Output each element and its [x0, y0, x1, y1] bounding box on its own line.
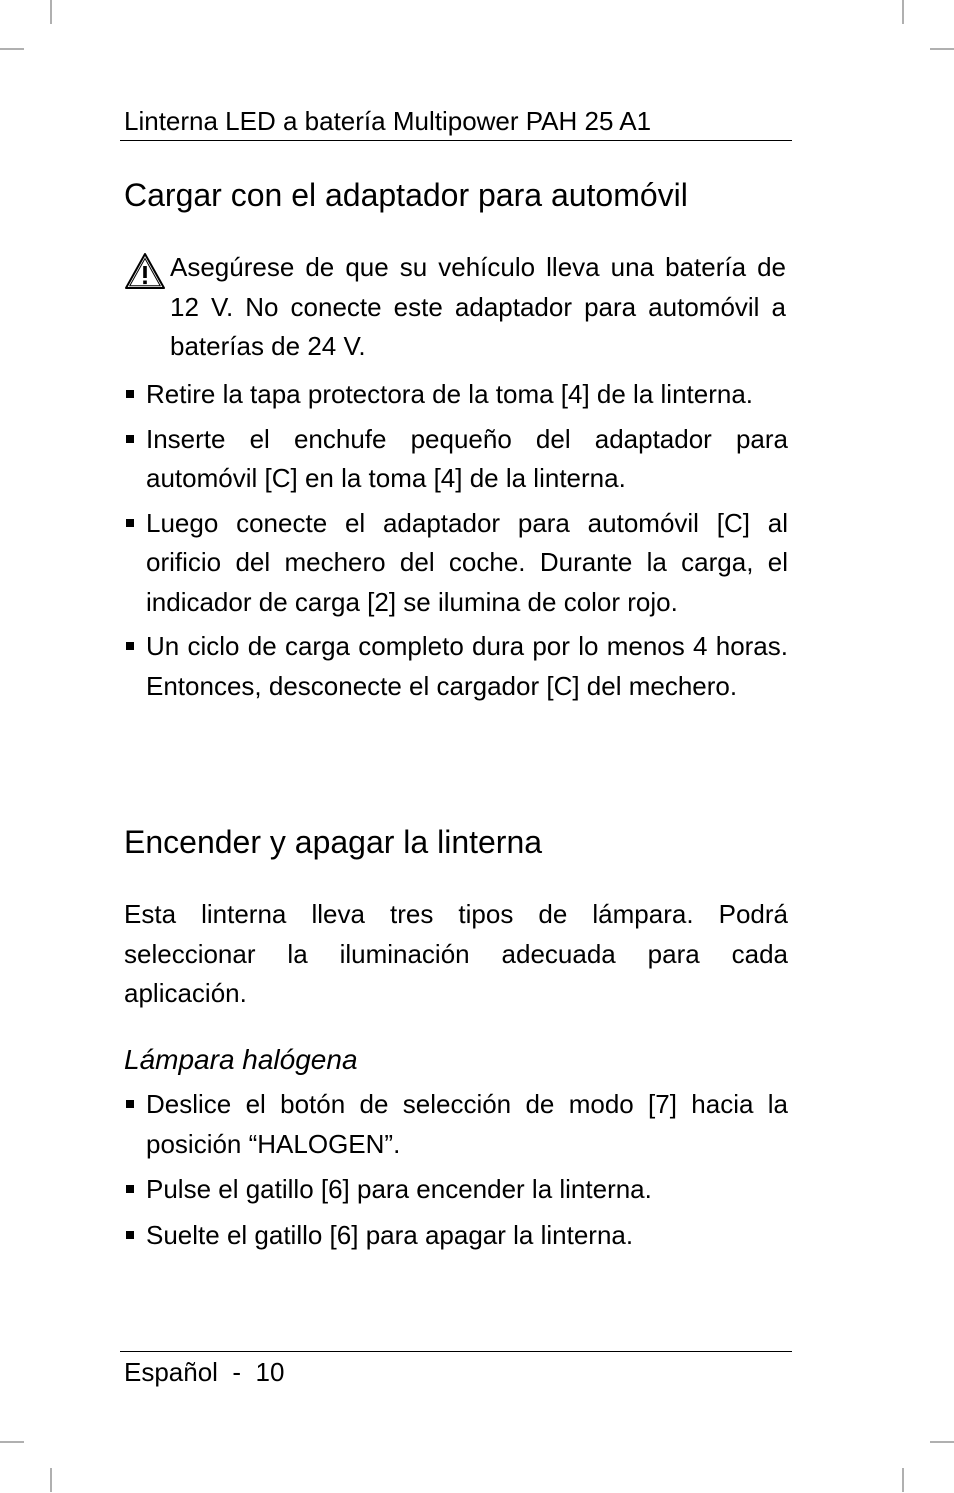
crop-mark	[930, 48, 954, 50]
crop-mark	[50, 0, 52, 24]
bullet-icon	[126, 1231, 134, 1239]
list-item	[124, 420, 788, 499]
header-rule	[120, 140, 792, 141]
list-item-text: Un ciclo de carga completo dura por lo menos 4 horas. Entonces, desconecte el cargador [C] del mechero.	[146, 631, 788, 701]
list-item-text: Suelte el gatillo [6] para apagar la linterna.	[146, 1219, 634, 1250]
charging-steps	[124, 375, 788, 706]
list-item-text: Inserte el enchufe pequeño del adaptador para automóvil [C] en la toma [4] de la linterna.	[146, 423, 788, 493]
bullet-icon	[126, 435, 134, 443]
crop-mark	[0, 48, 24, 50]
warning-triangle-icon	[124, 252, 166, 290]
page-footer: Español - 10	[124, 1357, 285, 1387]
subheading-halogen: Lámpara halógena	[124, 1044, 358, 1075]
list-item	[124, 1216, 788, 1256]
crop-mark	[930, 1441, 954, 1443]
bullet-icon	[126, 1185, 134, 1193]
list-item	[124, 1085, 788, 1164]
crop-mark	[902, 1468, 904, 1492]
section-heading-charging: Cargar con el adaptador para automóvil	[124, 177, 688, 213]
list-item-text: Pulse el gatillo [6] para encender la linterna.	[146, 1174, 652, 1204]
crop-mark	[0, 1441, 24, 1443]
list-item	[124, 1170, 788, 1210]
list-item	[124, 504, 788, 623]
section-heading-switching: Encender y apagar la linterna	[124, 824, 543, 860]
list-item-text: Luego conecte el adaptador para automóvil [C] al orificio del mechero del coche. Durante la carga, el indicador de carga [2] se ilumina de color rojo.	[146, 507, 788, 617]
bullet-icon	[126, 1100, 134, 1108]
bullet-icon	[126, 390, 134, 398]
bullet-icon	[126, 519, 134, 527]
intro-paragraph: Esta linterna lleva tres tipos de lámpara. Podrá seleccionar la iluminación adecuada para cada aplicación.	[124, 899, 788, 1008]
list-item-text: Deslice el botón de selección de modo [7] hacia la posición “HALOGEN”.	[146, 1089, 788, 1159]
crop-mark	[902, 0, 904, 24]
bullet-icon	[126, 642, 134, 650]
list-item	[124, 375, 788, 415]
list-item	[124, 627, 788, 706]
crop-mark	[50, 1468, 52, 1492]
list-item-text: Retire la tapa protectora de la toma [4] de la linterna.	[146, 379, 754, 409]
footer-rule	[120, 1351, 792, 1352]
running-header: Linterna LED a batería Multipower PAH 25 A1	[124, 106, 652, 136]
warning-text: Asegúrese de que su vehículo lleva una batería de 12 V. No conecte este adaptador para automóvil a baterías de 24 V.	[170, 252, 786, 361]
halogen-steps	[124, 1085, 788, 1255]
